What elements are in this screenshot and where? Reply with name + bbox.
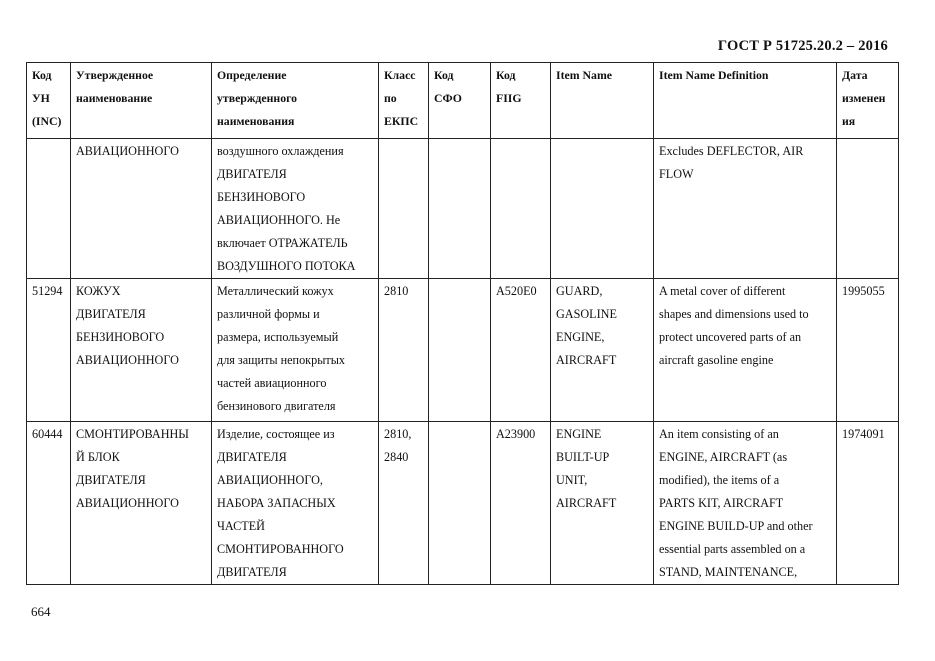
cell-definition-ru <box>212 279 379 422</box>
cell-line: УН <box>32 91 50 105</box>
cell-item-name <box>551 279 654 422</box>
cell-line: для защиты непокрытых <box>217 353 345 367</box>
cell-line: наименование <box>76 91 153 105</box>
cell-definition-ru <box>212 422 379 585</box>
cell-line: Утвержденное <box>76 68 154 82</box>
header-change-date <box>837 63 899 139</box>
cell-line: 1974091 <box>842 427 885 441</box>
cell-definition-en <box>654 139 837 279</box>
cell-line: ЧАСТЕЙ <box>217 519 265 533</box>
catalog-table <box>26 62 899 585</box>
header-sfo-code <box>429 63 491 139</box>
cell-ekps-class <box>379 279 429 422</box>
cell-line: Код <box>496 68 516 82</box>
cell-line: A metal cover of different <box>659 284 786 298</box>
cell-line: АВИАЦИОННОГО <box>76 144 179 158</box>
cell-line: GUARD, <box>556 284 603 298</box>
cell-line: protect uncovered parts of an <box>659 330 802 344</box>
cell-line: размера, используемый <box>217 330 339 344</box>
table-row <box>27 422 899 585</box>
document-standard-header: ГОСТ Р 51725.20.2 – 2016 <box>717 38 888 54</box>
cell-line: UNIT, <box>556 473 588 487</box>
cell-line: Дата <box>842 68 868 82</box>
cell-line: по <box>384 91 397 105</box>
cell-line: ВОЗДУШНОГО ПОТОКА <box>217 259 356 273</box>
cell-definition-ru <box>212 139 379 279</box>
cell-line: СФО <box>434 91 462 105</box>
cell-line: AIRCRAFT <box>556 496 617 510</box>
cell-line: essential parts assembled on a <box>659 542 806 556</box>
cell-line: shapes and dimensions used to <box>659 307 809 321</box>
cell-line: (INC) <box>32 114 62 128</box>
cell-fiig-code <box>491 279 551 422</box>
cell-line: АВИАЦИОННОГО <box>76 353 179 367</box>
cell-line: АВИАЦИОННОГО <box>76 496 179 510</box>
cell-line: БЕНЗИНОВОГО <box>217 190 306 204</box>
cell-line: FLOW <box>659 167 694 181</box>
cell-line: An item consisting of an <box>659 427 779 441</box>
cell-line: A23900 <box>496 427 536 441</box>
cell-definition-en <box>654 279 837 422</box>
cell-line: Класс <box>384 68 416 82</box>
header-definition-en <box>654 63 837 139</box>
cell-line: СМОНТИРОВАННОГО <box>217 542 344 556</box>
cell-line: частей авиационного <box>217 376 327 390</box>
cell-line: ЕКПС <box>384 114 419 128</box>
cell-change-date <box>837 279 899 422</box>
header-fiig-code <box>491 63 551 139</box>
header-inc-code <box>27 63 71 139</box>
cell-line: СМОНТИРОВАННЫ <box>76 427 189 441</box>
cell-line: 1995055 <box>842 284 885 298</box>
cell-line: 60444 <box>32 427 63 441</box>
cell-fiig-code <box>491 422 551 585</box>
cell-line: FIIG <box>496 91 522 105</box>
cell-line: Код <box>434 68 454 82</box>
cell-line: наименования <box>217 114 295 128</box>
cell-line: АВИАЦИОННОГО. Не <box>217 213 341 227</box>
cell-line: бензинового двигателя <box>217 399 336 413</box>
cell-line: Код <box>32 68 52 82</box>
cell-inc-code <box>27 279 71 422</box>
cell-line: различной формы и <box>217 307 320 321</box>
cell-change-date <box>837 139 899 279</box>
cell-line: modified), the items of a <box>659 473 780 487</box>
cell-line: ДВИГАТЕЛЯ <box>217 167 287 181</box>
cell-line: АВИАЦИОННОГО, <box>217 473 323 487</box>
cell-line: КОЖУХ <box>76 284 121 298</box>
cell-line: GASOLINE <box>556 307 617 321</box>
cell-line: AIRCRAFT <box>556 353 617 367</box>
cell-line: ДВИГАТЕЛЯ <box>76 473 146 487</box>
cell-line: Металлический кожух <box>217 284 334 298</box>
table-header-row <box>27 63 899 139</box>
cell-line: 2810, <box>384 427 412 441</box>
cell-line: 2810 <box>384 284 409 298</box>
cell-line: Excludes DEFLECTOR, AIR <box>659 144 804 158</box>
cell-line: изменен <box>842 91 886 105</box>
header-definition-ru <box>212 63 379 139</box>
header-item-name <box>551 63 654 139</box>
table-row <box>27 279 899 422</box>
cell-line: PARTS KIT, AIRCRAFT <box>659 496 784 510</box>
cell-line: ENGINE, AIRCRAFT (as <box>659 450 788 464</box>
cell-line: утвержденного <box>217 91 298 105</box>
cell-sfo-code <box>429 279 491 422</box>
cell-line: включает ОТРАЖАТЕЛЬ <box>217 236 348 250</box>
cell-approved-name <box>71 422 212 585</box>
table-row <box>27 139 899 279</box>
cell-line: 2840 <box>384 450 409 464</box>
cell-approved-name <box>71 279 212 422</box>
page-number: 664 <box>31 604 51 619</box>
cell-line: ия <box>842 114 856 128</box>
cell-line: BUILT-UP <box>556 450 610 464</box>
cell-approved-name <box>71 139 212 279</box>
header-ekps-class <box>379 63 429 139</box>
cell-line: Item Name Definition <box>659 68 769 82</box>
cell-item-name <box>551 422 654 585</box>
cell-item-name <box>551 139 654 279</box>
cell-fiig-code <box>491 139 551 279</box>
cell-definition-en <box>654 422 837 585</box>
cell-line: ДВИГАТЕЛЯ <box>217 450 287 464</box>
cell-line: STAND, MAINTENANCE, <box>659 565 798 579</box>
cell-line: 51294 <box>32 284 63 298</box>
cell-line: ENGINE, <box>556 330 605 344</box>
cell-line: ENGINE BUILD-UP and other <box>659 519 813 533</box>
cell-change-date <box>837 422 899 585</box>
cell-line: Изделие, состоящее из <box>217 427 335 441</box>
cell-line: НАБОРА ЗАПАСНЫХ <box>217 496 336 510</box>
cell-line: aircraft gasoline engine <box>659 353 774 367</box>
cell-sfo-code <box>429 422 491 585</box>
cell-line: ДВИГАТЕЛЯ <box>217 565 287 579</box>
table-body <box>27 139 899 585</box>
cell-line: воздушного охлаждения <box>217 144 344 158</box>
cell-line: Определение <box>217 68 287 82</box>
cell-line: ENGINE <box>556 427 602 441</box>
cell-sfo-code <box>429 139 491 279</box>
cell-ekps-class <box>379 422 429 585</box>
cell-line: A520E0 <box>496 284 537 298</box>
header-approved-name <box>71 63 212 139</box>
cell-line: ДВИГАТЕЛЯ <box>76 307 146 321</box>
cell-line: БЕНЗИНОВОГО <box>76 330 165 344</box>
cell-inc-code <box>27 422 71 585</box>
cell-ekps-class <box>379 139 429 279</box>
cell-line: Й БЛОК <box>76 450 120 464</box>
cell-line: Item Name <box>556 68 613 82</box>
cell-inc-code <box>27 139 71 279</box>
